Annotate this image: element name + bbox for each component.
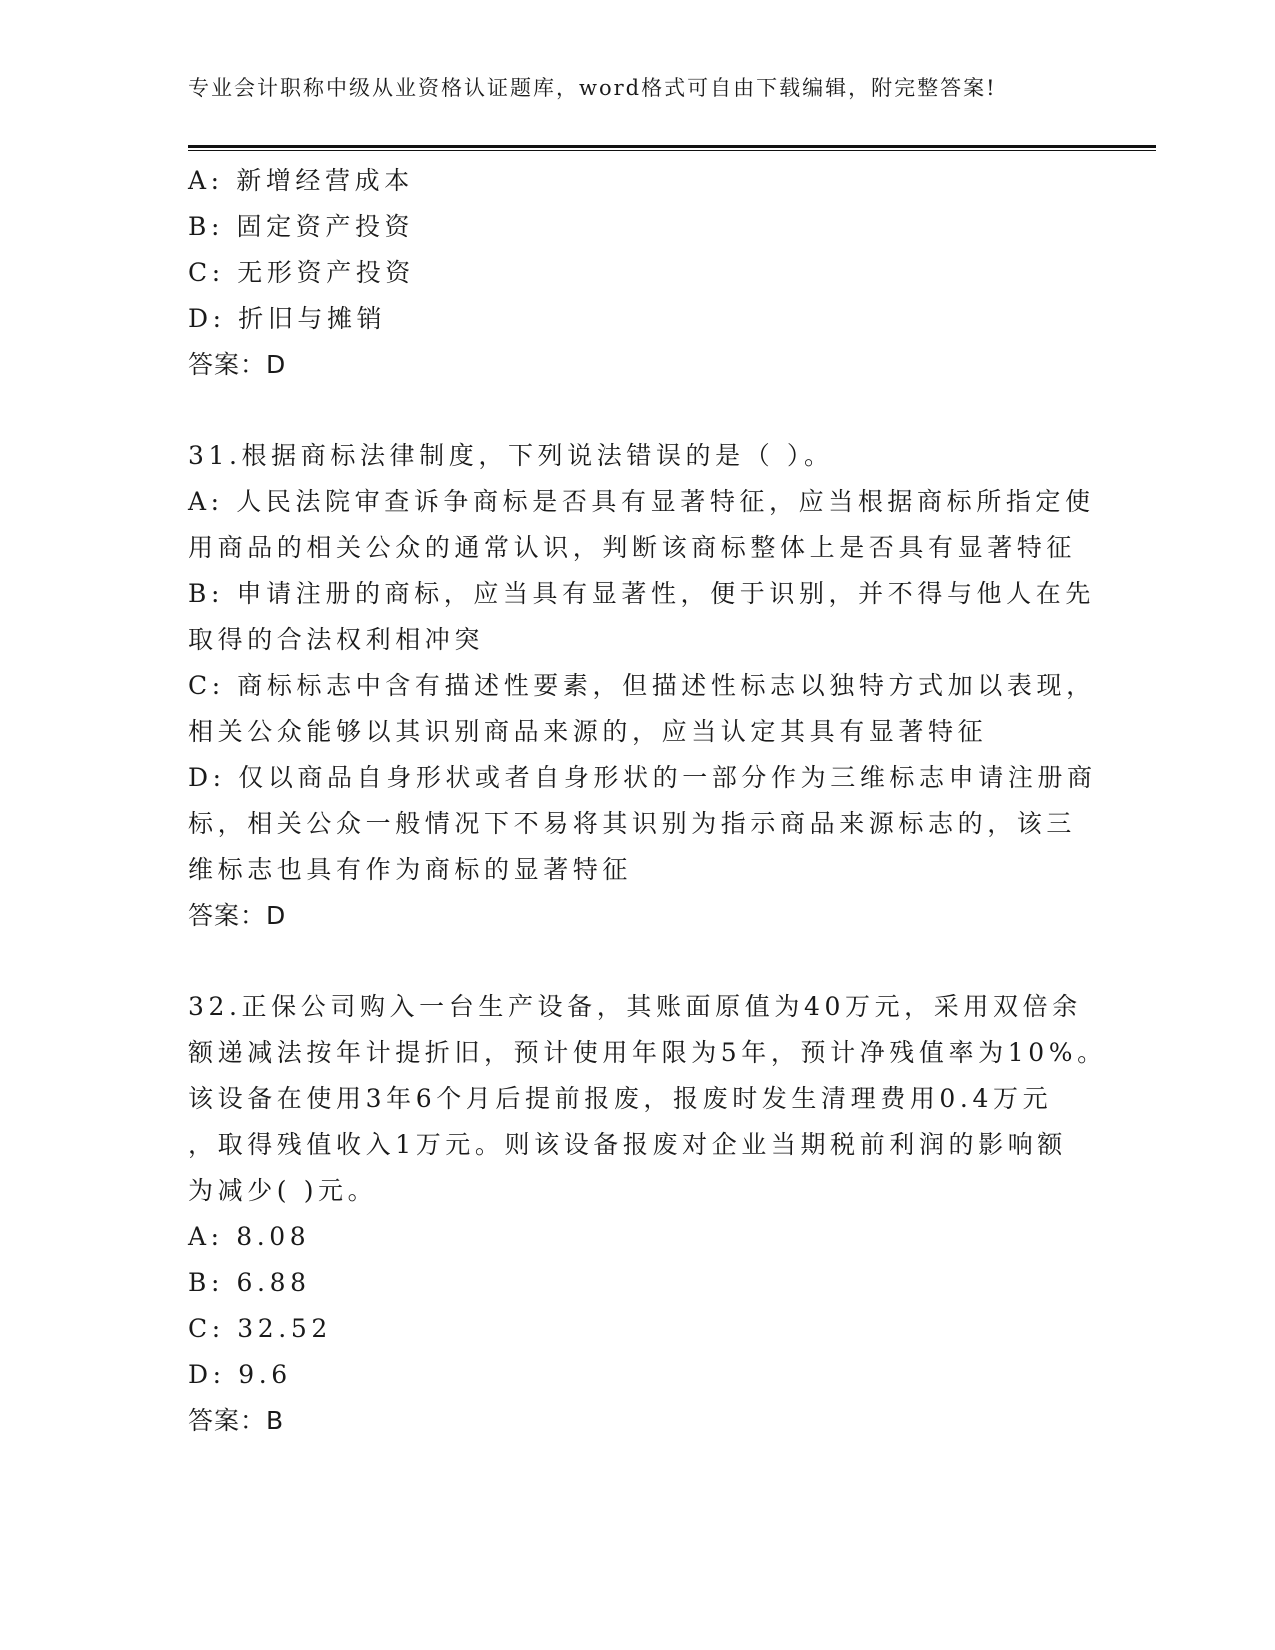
option-b: B: 申请注册的商标，应当具有显著性，便于识别，并不得与他人在先 [188, 579, 1095, 608]
option-d: D: 9.6 [188, 1360, 292, 1389]
header-rule-thin [188, 150, 1156, 151]
question-31 [188, 433, 1097, 939]
question-stem: 32.正保公司购入一台生产设备，其账面原值为40万元，采用双倍余 [188, 992, 1082, 1021]
answer: 答案：B [188, 1406, 285, 1435]
question-stem-continued: 为减少( )元。 [188, 1176, 378, 1205]
question-30 [188, 158, 1088, 388]
option-c-continued: 相关公众能够以其识别商品来源的，应当认定其具有显著特征 [188, 717, 988, 746]
option-d: D: 折旧与摊销 [188, 304, 387, 333]
question-stem-continued: 额递减法按年计提折旧，预计使用年限为5年，预计净残值率为10%。 [188, 1038, 1107, 1067]
option-d-continued: 维标志也具有作为商标的显著特征 [188, 855, 633, 884]
header-rule-thick [188, 145, 1156, 148]
option-c: C: 商标标志中含有描述性要素，但描述性标志以独特方式加以表现， [188, 671, 1096, 700]
option-d: D: 仅以商品自身形状或者自身形状的一部分作为三维标志申请注册商 [188, 763, 1097, 792]
option-b: B: 6.88 [188, 1268, 311, 1297]
option-d-continued: 标，相关公众一般情况下不易将其识别为指示商品来源标志的，该三 [188, 809, 1077, 838]
question-stem: 31.根据商标法律制度，下列说法错误的是（ ）。 [188, 441, 834, 470]
spacer [188, 939, 1088, 984]
option-b: B: 固定资产投资 [188, 212, 415, 241]
question-32 [188, 984, 1107, 1444]
document-body [188, 158, 1107, 1444]
option-a: A: 8.08 [188, 1222, 311, 1251]
option-b-continued: 取得的合法权利相冲突 [188, 625, 485, 654]
option-a-continued: 用商品的相关公众的通常认识，判断该商标整体上是否具有显著特征 [188, 533, 1077, 562]
option-c: C: 无形资产投资 [188, 258, 415, 287]
option-a: A: 新增经营成本 [188, 166, 414, 195]
question-stem-continued: 该设备在使用3年6个月后提前报废，报废时发生清理费用0.4万元 [188, 1084, 1053, 1113]
question-stem-continued: ，取得残值收入1万元。则该设备报废对企业当期税前利润的影响额 [188, 1130, 1067, 1159]
spacer [188, 388, 1088, 433]
option-a: A: 人民法院审查诉争商标是否具有显著特征，应当根据商标所指定使 [188, 487, 1095, 516]
option-c: C: 32.52 [188, 1314, 332, 1343]
answer: 答案：D [188, 350, 287, 379]
page-header: 专业会计职称中级从业资格认证题库，word格式可自由下载编辑，附完整答案! [188, 76, 997, 100]
answer: 答案：D [188, 901, 287, 930]
